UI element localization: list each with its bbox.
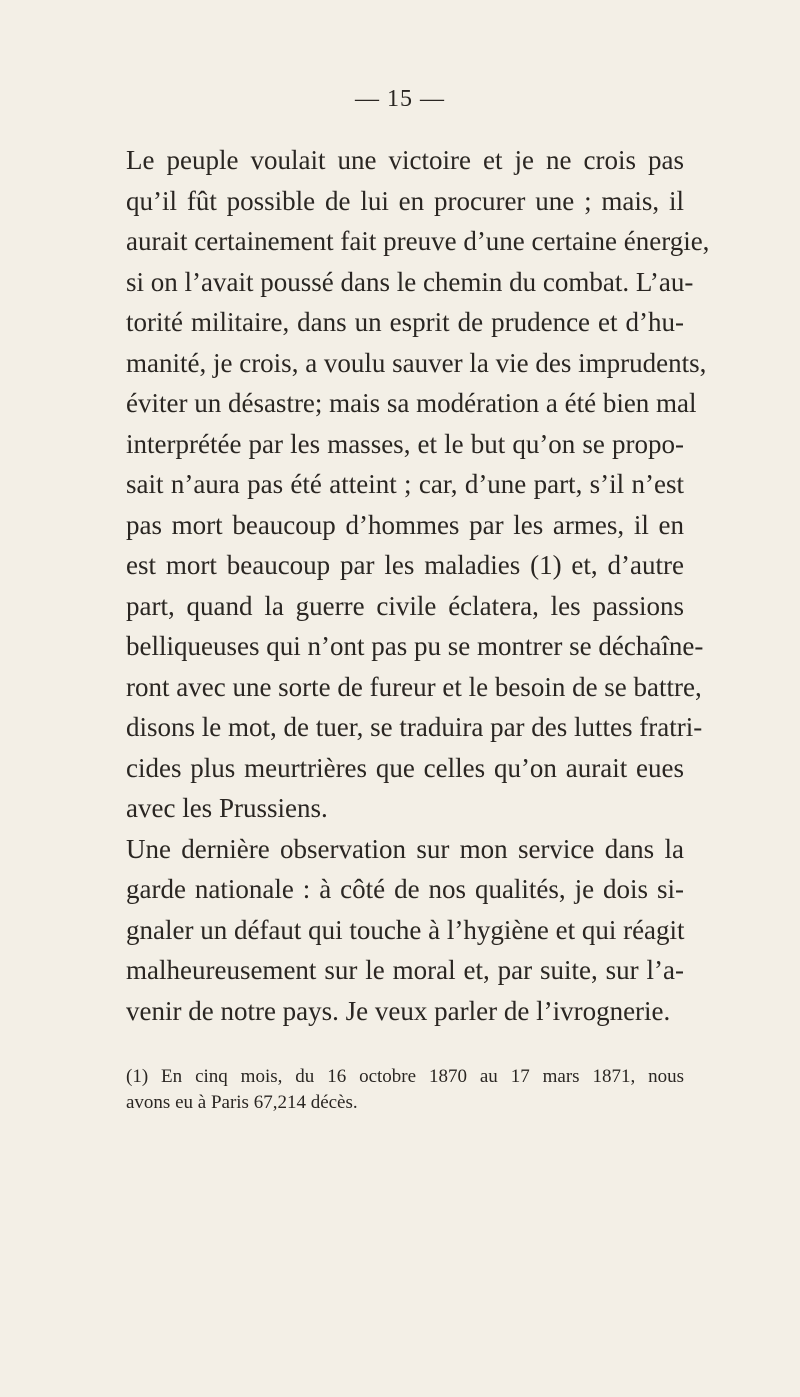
footnote-line: (1) En cinq mois, du 16 octobre 1870 au 17 mars 1871, nous (126, 1066, 684, 1087)
text-line: belliqueuses qui n’ont pas pu se montrer se déchaîne- (126, 631, 704, 661)
text-line: avec les Prussiens. (126, 793, 328, 823)
text-line: garde nationale : à côté de nos qualités, je dois si- (126, 874, 684, 904)
footnote-line: avons eu à Paris 67,214 décès. (126, 1092, 358, 1113)
text-line: aurait certainement fait preuve d’une certaine énergie, (126, 226, 710, 256)
text-line: gnaler un défaut qui touche à l’hygiène et qui réagit (126, 914, 685, 945)
text-line: part, quand la guerre civile éclatera, les passions (126, 590, 684, 621)
text-line: venir de notre pays. Je veux parler de l’ivrognerie. (126, 995, 671, 1026)
text-line: est mort beaucoup par les maladies (1) et, d’autre (126, 550, 684, 580)
main-text (126, 140, 710, 1031)
text-line: ront avec une sorte de fureur et le besoin de se battre, (126, 671, 702, 702)
text-line: si on l’avait poussé dans le chemin du combat. L’au- (126, 266, 694, 297)
text-line: pas mort beaucoup d’hommes par les armes, il en (126, 509, 684, 540)
footnote (126, 1064, 684, 1116)
text-line: torité militaire, dans un esprit de prudence et d’hu- (126, 307, 684, 337)
page-number: — 15 — (355, 86, 445, 112)
text-line: malheureusement sur le moral et, par suite, sur l’a- (126, 955, 684, 985)
text-line: Le peuple voulait une victoire et je ne crois pas (126, 145, 684, 175)
text-line: qu’il fût possible de lui en procurer une ; mais, il (126, 185, 684, 216)
text-line: cides plus meurtrières que celles qu’on aurait eues (126, 752, 684, 783)
text-line: Une dernière observation sur mon service dans la (126, 833, 684, 864)
text-line: éviter un désastre; mais sa modération a été bien mal (126, 388, 697, 418)
text-line: manité, je crois, a voulu sauver la vie des imprudents, (126, 347, 707, 378)
text-line: interprétée par les masses, et le but qu’on se propo- (126, 428, 684, 459)
text-line: disons le mot, de tuer, se traduira par des luttes fratri- (126, 712, 703, 742)
text-line: sait n’aura pas été atteint ; car, d’une part, s’il n’est (126, 469, 684, 499)
